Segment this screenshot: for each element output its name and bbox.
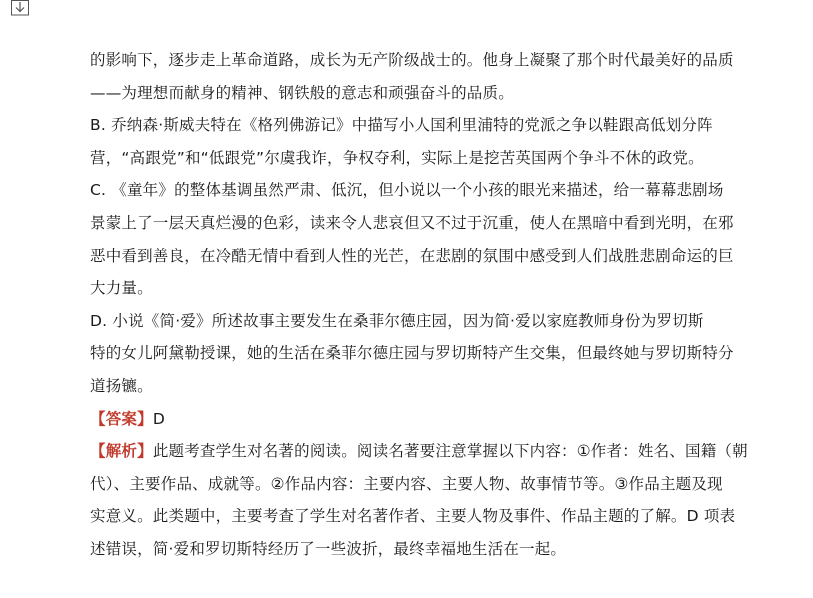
text-line: 道扬镳。: [90, 376, 153, 395]
option-c-line: C. 《童年》的整体基调虽然严肃、低沉，但小说以一个小孩的眼光来描述，给一幕幕悲剧场: [90, 181, 724, 200]
text-line: 恶中看到善良，在冷酷无情中看到人性的光芒，在悲剧的氛围中感受到人们战胜悲剧命运的巨: [90, 246, 734, 265]
option-d-line: D. 小说《简·爱》所述故事主要发生在桑菲尔德庄园，因为简·爱以家庭教师身份为罗切斯: [90, 311, 704, 330]
analysis-text-line: 代）、主要作品、成就等。②作品内容：主要内容、主要人物、故事情节等。③作品主题及现: [90, 474, 723, 493]
document-body: [90, 44, 760, 566]
analysis-text-line: 述错误，简·爱和罗切斯特经历了一些波折，最终幸福地生活在一起。: [90, 539, 567, 558]
analysis-text: 此题考查学生对名著的阅读。阅读名著要注意掌握以下内容：①作者：姓名、国籍（朝: [152, 442, 748, 461]
answer-line: [90, 403, 760, 436]
answer-label: 【答案】: [90, 409, 153, 428]
analysis-label: 【解析】: [90, 442, 153, 461]
text-line: 景蒙上了一层天真烂漫的色彩，读来令人悲哀但又不过于沉重，使人在黑暗中看到光明，在邪: [90, 213, 734, 232]
analysis-text-line: 实意义。此类题中，主要考查了学生对名著作者、主要人物及事件、作品主题的了解。D 项表: [90, 507, 736, 526]
text-line: ——为理想而献身的精神、钢铁般的意志和顽强奋斗的品质。: [90, 83, 514, 102]
text-line: 营，“高跟党”和“低跟党”尔虞我诈，争权夺利，实际上是挖苦英国两个争斗不休的政党。: [90, 148, 704, 167]
text-line: 特的女儿阿黛勒授课，她的生活在桑菲尔德庄园与罗切斯特产生交集，但最终她与罗切斯特分: [90, 344, 734, 363]
text-line: 的影响下，逐步走上革命道路，成长为无产阶级战士的。他身上凝聚了那个时代最美好的品质: [90, 51, 734, 69]
download-icon[interactable]: [10, 0, 30, 16]
analysis-line: [90, 435, 760, 468]
answer-value: D: [152, 409, 165, 428]
text-line: 大力量。: [90, 279, 153, 298]
option-b-line: B. 乔纳森·斯威夫特在《格列佛游记》中描写小人国利里浦特的党派之争以鞋跟高低划分阵: [90, 116, 713, 135]
